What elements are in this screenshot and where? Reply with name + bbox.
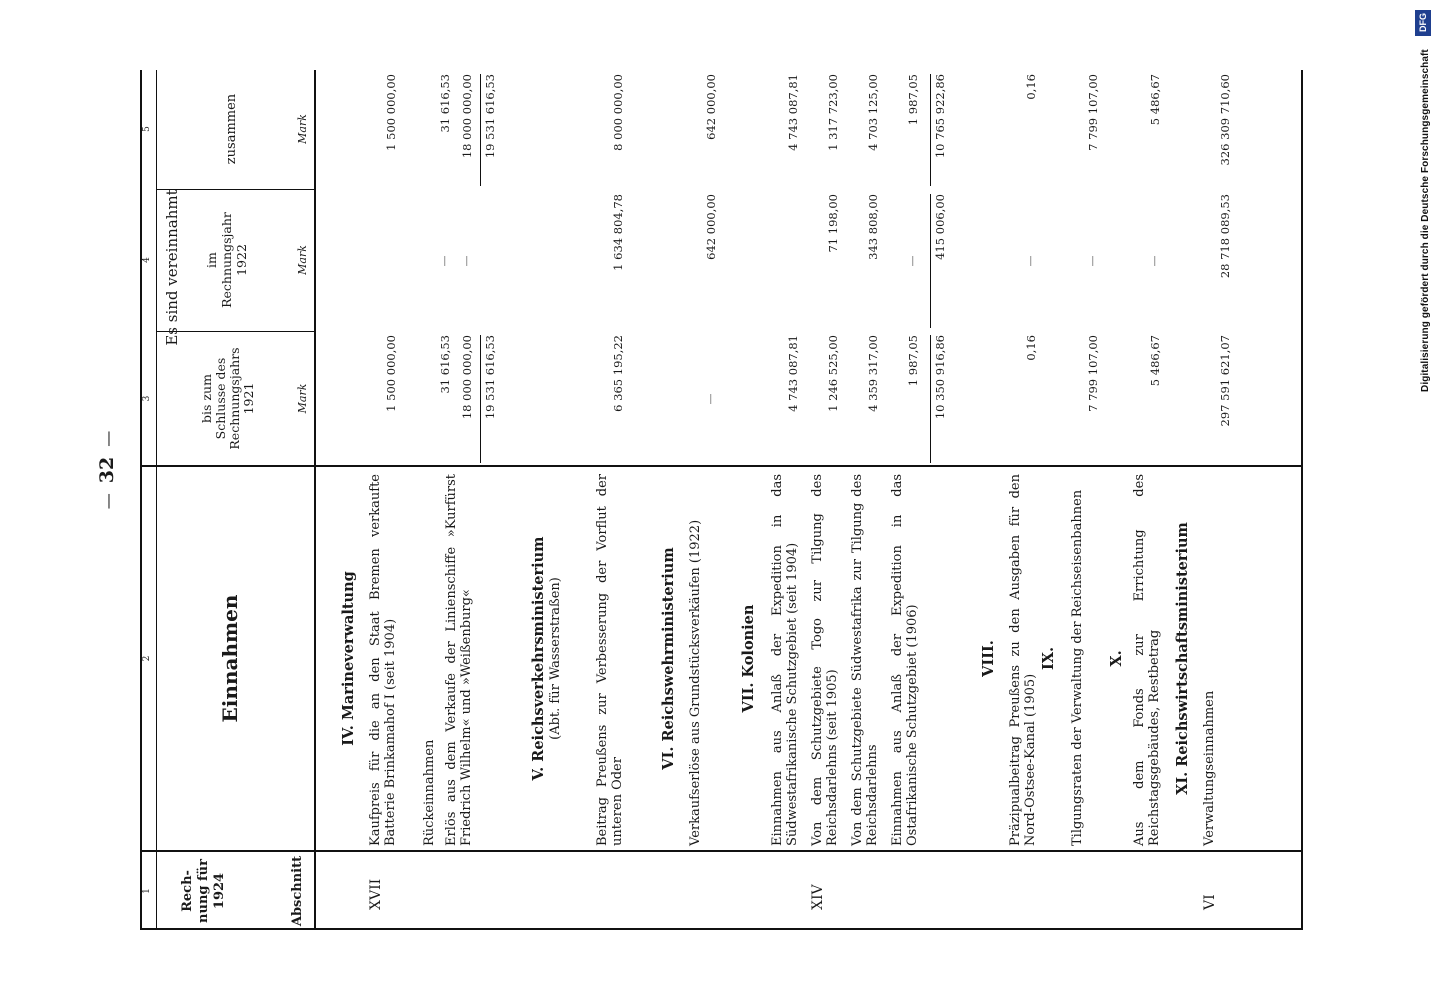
amount-c4: 28 718 089,53 — [1218, 194, 1232, 279]
unit-col3: Mark — [296, 383, 309, 414]
amount-c3: 7 799 107,00 — [1086, 335, 1100, 412]
revenue-item-text: Einnahmen aus Anlaß der Expedition in das Ostafrikanische Schutzgebiet (1906) — [890, 474, 920, 846]
amount-c5: 7 799 107,00 — [1086, 74, 1100, 151]
amount-c5: 19 531 616,53 — [480, 74, 497, 186]
revenue-item-text: Tilgungsraten der Verwaltung der Reichseisenbahnen — [1070, 489, 1085, 846]
page-number-value: 32 — [96, 456, 118, 484]
revenue-item-text: Einnahmen aus Anlaß der Expedition in das Südwestafrikanische Schutzgebiet (seit 1904) — [770, 474, 800, 846]
amount-c3: 1 246 525,00 — [826, 335, 840, 412]
unit-col4: Mark — [296, 245, 309, 275]
revenue-item-text: Von dem Schutzgebiete Südwestafrika zur Tilgung des Reichsdarlehns — [850, 474, 880, 846]
amount-c3: 297 591 621,07 — [1218, 335, 1232, 427]
amount-c3: 1 987,05 — [906, 335, 920, 387]
amount-c5: 326 309 710,60 — [1218, 74, 1232, 166]
colnum-2: 2 — [142, 655, 152, 662]
amount-c3: 4 359 317,00 — [866, 335, 880, 412]
amount-c5: 0,16 — [1024, 74, 1038, 100]
amount-c5: 10 765 922,86 — [930, 74, 947, 186]
abschnitt-label: XIV — [810, 884, 826, 910]
colnum-5: 5 — [142, 126, 152, 132]
section-heading: IX. — [1040, 646, 1057, 671]
abschnitt-label: XVII — [368, 878, 384, 910]
revenue-item-text: Erlös aus dem Verkaufe der Linienschiffe »Kurfürst Friedrich Wilhelm« und »Weißenburg« — [444, 474, 474, 846]
table-left-rule — [140, 928, 1303, 930]
section-heading: VII. Kolonien — [740, 604, 757, 713]
amount-c5: 31 616,53 — [438, 74, 452, 133]
amount-c3: 18 000 000,00 — [460, 335, 474, 420]
page-number — [95, 430, 119, 510]
amount-c4: 415 006,00 — [930, 194, 947, 328]
abschnitt-label: VI — [1202, 894, 1218, 910]
amount-c4: — — [1024, 255, 1037, 267]
amount-c5: 18 000 000,00 — [460, 74, 474, 159]
header-einnahmen: Einnahmen — [218, 594, 242, 723]
header-col3: bis zum Schlusse des Rechnungsjahrs 1921 — [199, 347, 256, 450]
amount-c5: 642 000,00 — [704, 74, 718, 140]
col1-rule — [140, 850, 1303, 852]
amount-c5: 4 703 125,00 — [866, 74, 880, 151]
amount-c5: 1 987,05 — [906, 74, 920, 126]
table-bottom-rule — [1301, 70, 1303, 930]
revenue-item-text: Kaufpreis für die an den Staat Bremen verkaufte Batterie Brinkamahof I (seit 1904) — [368, 474, 398, 846]
header-rechnung: Rech- nung für 1924 — [180, 859, 227, 923]
section-subheading: (Abt. für Wasserstraßen) — [548, 577, 563, 740]
revenue-item-text: Verkaufserlöse aus Grundstücksverkäufen (1922) — [688, 519, 703, 846]
amount-c4: — — [906, 255, 919, 267]
revenue-item-text: Aus dem Fonds zur Errichtung des Reichstagsgebäudes, Restbetrag — [1132, 474, 1162, 846]
section-heading: VI. Reichswehrministerium — [660, 547, 677, 770]
section-heading: V. Reichsverkehrsministerium (Abt. für Wasserstraßen) — [530, 469, 564, 848]
revenue-item-text: Rückeinnahmen — [422, 739, 437, 846]
amount-c3: 10 350 916,86 — [930, 335, 947, 463]
dfg-logo: DFG — [1415, 10, 1431, 36]
section-heading: IV. Marineverwaltung — [340, 571, 357, 746]
amount-c3: 31 616,53 — [438, 335, 452, 394]
amount-c5: 4 743 087,81 — [786, 74, 800, 151]
amount-c3: — — [704, 393, 717, 405]
header-bottom-rule — [314, 70, 316, 930]
amount-c3: 5 486,67 — [1148, 335, 1162, 387]
amount-c4: — — [460, 255, 473, 267]
amount-c4: — — [438, 255, 451, 267]
digitization-credit: Digitalisierung gefördert durch die Deutsche Forschungsgemeinschaft — [1420, 49, 1431, 392]
amount-c3: 19 531 616,53 — [480, 335, 497, 463]
section-heading: XI. Reichswirtschaftsministerium — [1174, 522, 1191, 795]
section-heading: VIII. — [980, 640, 997, 677]
unit-col5: Mark — [296, 114, 309, 144]
revenue-item-text: Verwaltungseinnahmen — [1202, 690, 1217, 846]
amount-c4: 1 634 804,78 — [611, 194, 625, 271]
amount-c4: — — [1086, 255, 1099, 267]
revenue-item-text: Beitrag Preußens zur Verbesserung der Vorflut der unteren Oder — [595, 474, 625, 846]
amount-c4: 71 198,00 — [826, 194, 840, 253]
section-heading: X. — [1108, 650, 1125, 667]
column-number-rule — [156, 70, 157, 930]
colnum-4: 4 — [142, 257, 152, 263]
amount-c5: 1 500 000,00 — [384, 74, 398, 151]
amount-c5: 5 486,67 — [1148, 74, 1162, 126]
page-number-dash-left: — — [97, 493, 117, 510]
page-number-dash-right: — — [97, 430, 117, 447]
colnum-3: 3 — [142, 395, 152, 402]
header-col4: im Rechnungsjahr 1922 — [204, 212, 249, 308]
header-col5: zusammen — [224, 93, 239, 165]
amount-c5: 8 000 000,00 — [611, 74, 625, 151]
revenue-item-text: Präzipualbeitrag Preußens zu den Ausgaben für den Nord-Ostsee-Kanal (1905) — [1008, 474, 1038, 846]
revenue-table — [140, 70, 1305, 930]
colnum-1: 1 — [142, 888, 152, 894]
header-abschnitt: Abschnitt — [290, 855, 305, 927]
amount-c4: 343 808,00 — [866, 194, 880, 260]
col2-rule — [140, 465, 1303, 467]
header-vereinnahmt: Es sind vereinnahmt — [163, 189, 181, 346]
amount-c4: — — [1148, 255, 1161, 267]
revenue-item-text: Von dem Schutzgebiete Togo zur Tilgung des Reichsdarlehns (seit 1905) — [810, 474, 840, 846]
amount-c4: 642 000,00 — [704, 194, 718, 260]
amount-c3: 6 365 195,22 — [611, 335, 625, 412]
amount-c5: 1 317 723,00 — [826, 74, 840, 151]
amount-c3: 0,16 — [1024, 335, 1038, 361]
amount-c3: 1 500 000,00 — [384, 335, 398, 412]
amount-c3: 4 743 087,81 — [786, 335, 800, 412]
